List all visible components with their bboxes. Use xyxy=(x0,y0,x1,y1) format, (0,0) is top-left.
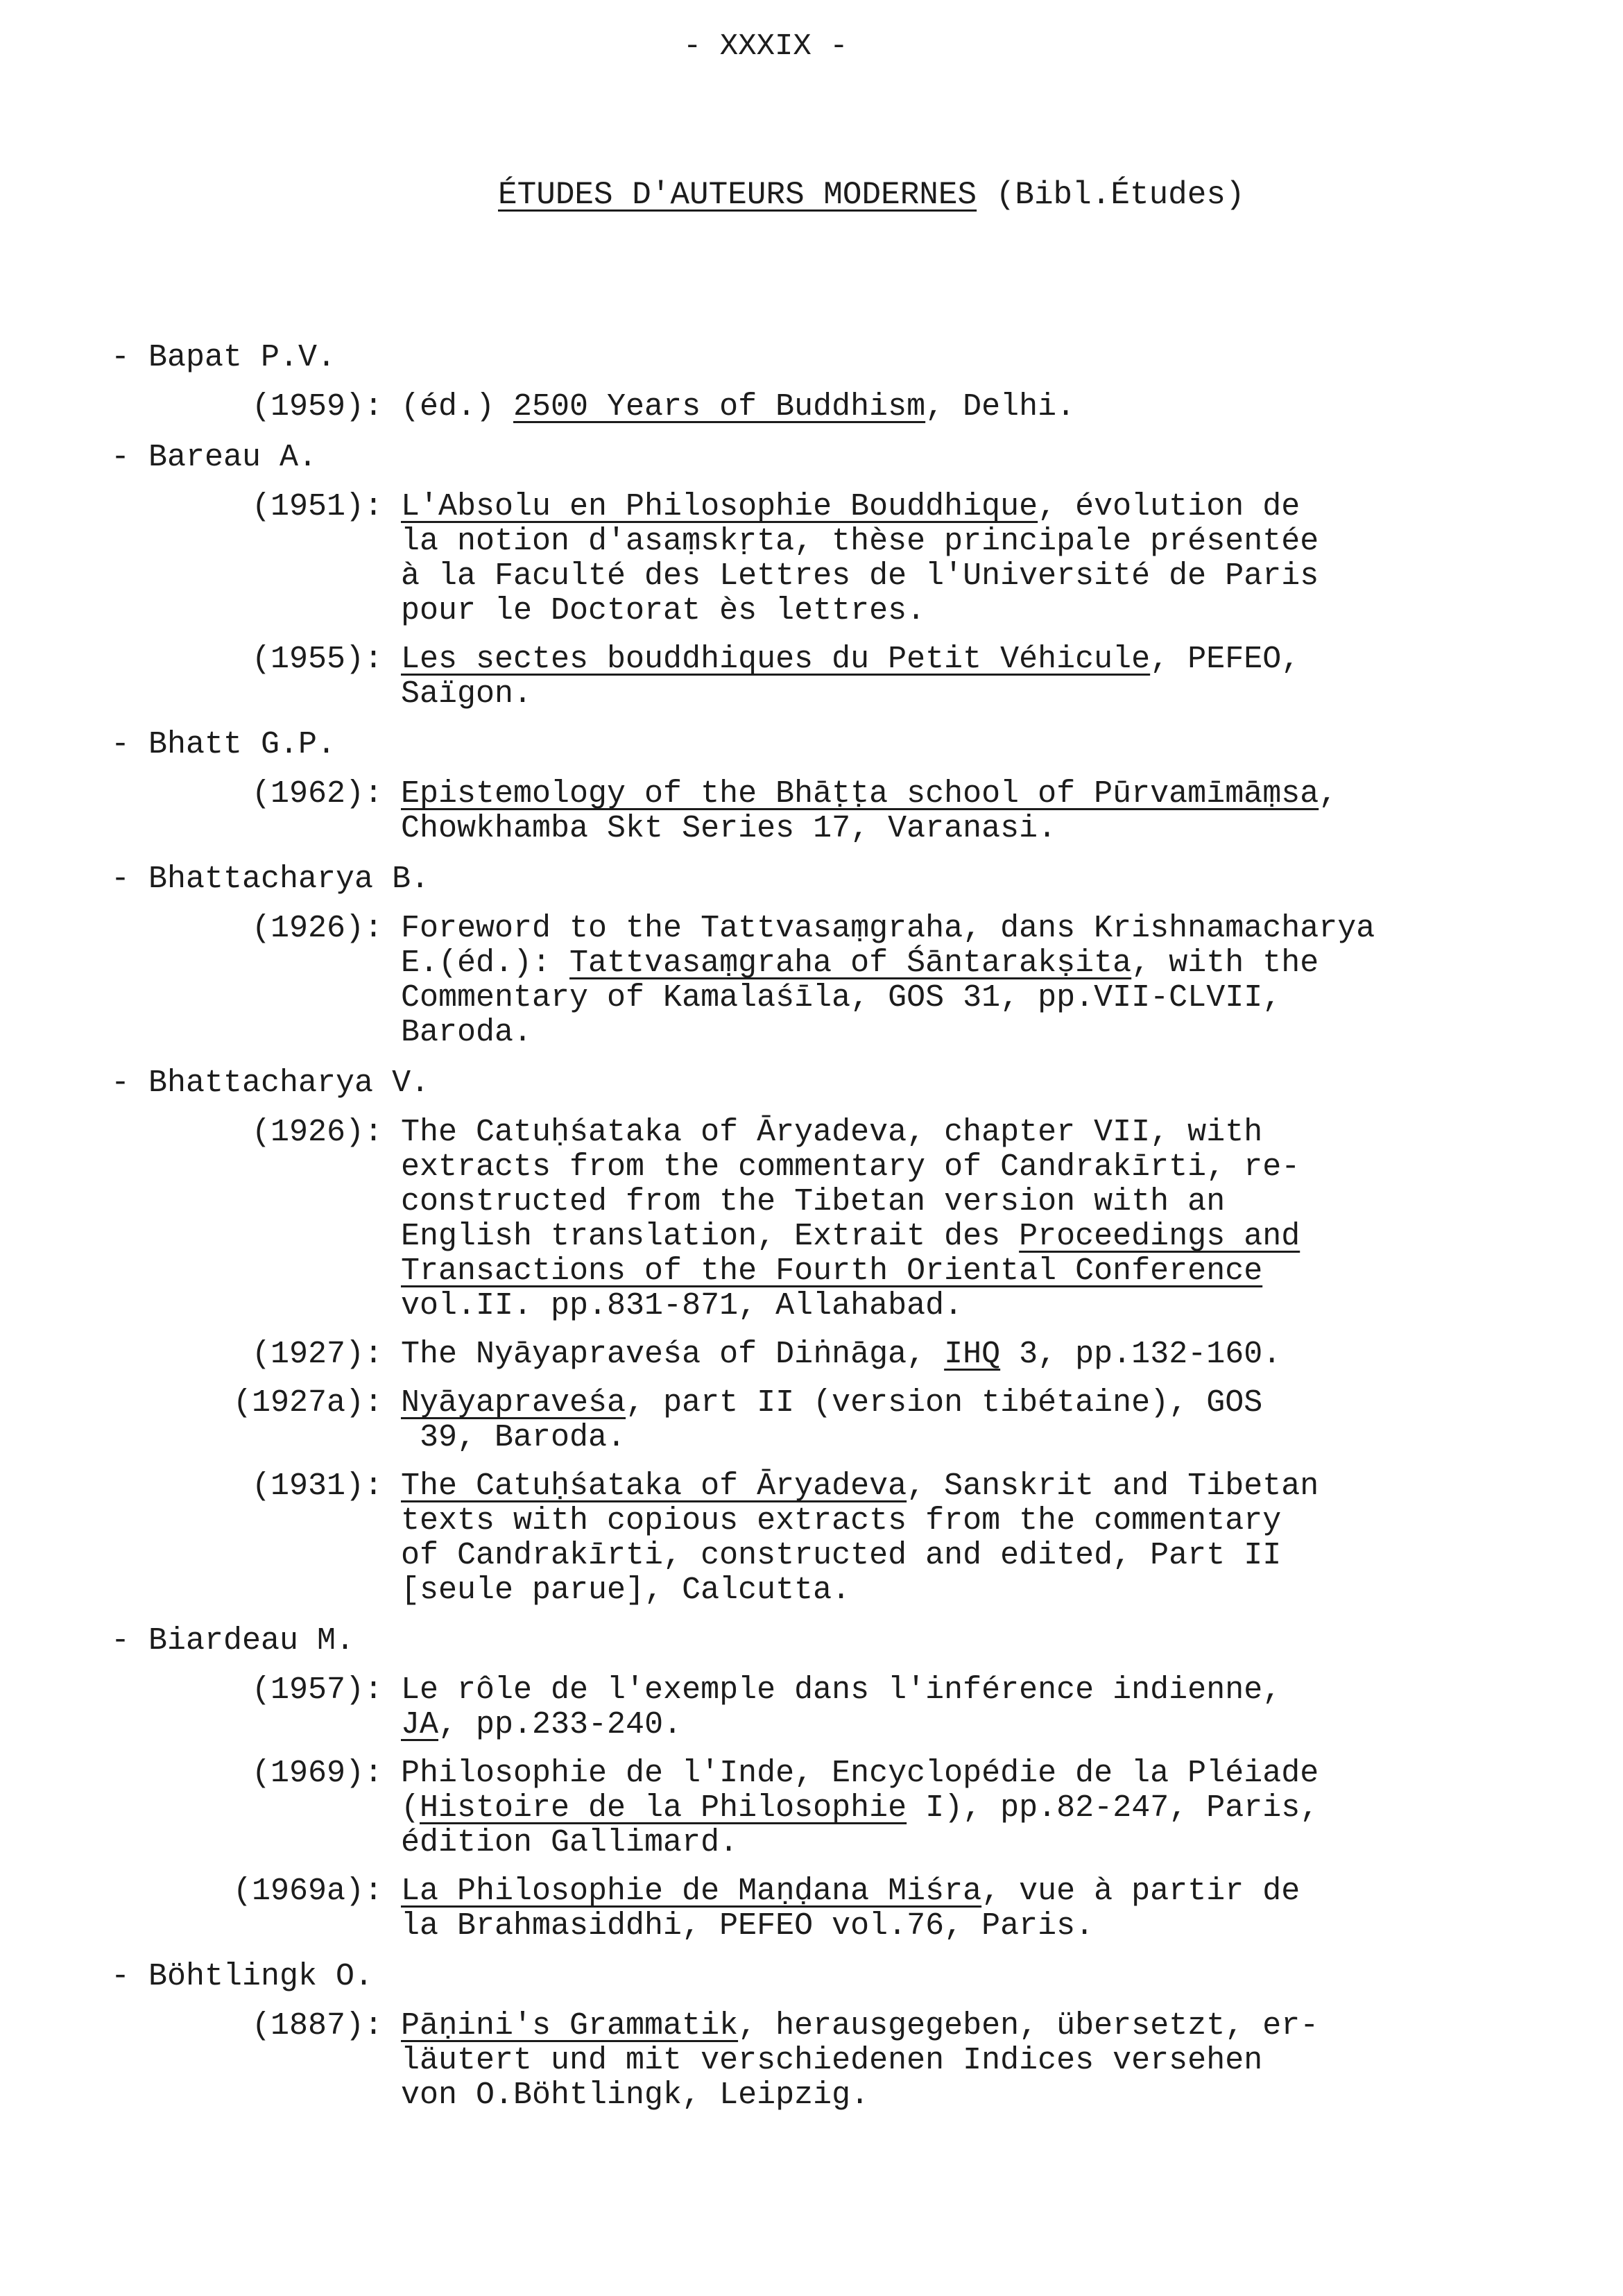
reference-line xyxy=(401,1185,1526,1219)
bibliography-item xyxy=(111,490,1526,628)
reference-segment: 39, Baroda. xyxy=(401,1420,626,1455)
reference-line xyxy=(401,642,1526,677)
reference-text xyxy=(401,1386,1526,1455)
publication-year: (1927): xyxy=(251,1337,383,1372)
bibliography-item xyxy=(111,1673,1526,1742)
reference-segment: Le rôle de l'exemple dans l'inférence indienne, xyxy=(401,1672,1282,1708)
reference-segment: läutert und mit verschiedenen Indices versehen xyxy=(401,2043,1263,2078)
reference-text xyxy=(401,777,1526,846)
bibliography-item xyxy=(111,1337,1526,1372)
reference-segment: édition Gallimard. xyxy=(401,1825,739,1860)
bibliography-item xyxy=(111,1469,1526,1608)
publication-year: (1951): xyxy=(251,489,383,524)
reference-segment: , Sanskrit and Tibetan xyxy=(907,1468,1319,1504)
underlined-title: Pāṇini's Grammatik xyxy=(401,2008,739,2044)
reference-segment: texts with copious extracts from the commentary xyxy=(401,1503,1282,1539)
reference-line xyxy=(401,1016,1526,1050)
underlined-title: L'Absolu en Philosophie Bouddhique xyxy=(401,489,1038,524)
reference-line xyxy=(401,911,1526,946)
reference-segment: The Catuḥśataka of Āryadeva, chapter VII, with xyxy=(401,1115,1263,1150)
reference-text xyxy=(401,490,1526,628)
reference-line xyxy=(401,559,1526,594)
reference-line xyxy=(401,1673,1526,1708)
bibliography-item xyxy=(111,1874,1526,1944)
reference-segment: , vue à partir de xyxy=(981,1874,1300,1909)
bibliography-item xyxy=(111,2009,1526,2113)
page-number: - XXXIX - xyxy=(683,29,848,64)
reference-segment: , herausgegeben, übersetzt, er- xyxy=(738,2008,1319,2044)
reference-line xyxy=(401,1573,1526,1608)
author-name: - Bhattacharya B. xyxy=(111,862,430,897)
reference-text xyxy=(401,1469,1526,1608)
underlined-title: The Catuḥśataka of Āryadeva xyxy=(401,1468,907,1504)
reference-segment: Chowkhamba Skt Series 17, Varanasi. xyxy=(401,811,1057,846)
reference-segment: , Delhi. xyxy=(925,389,1076,425)
reference-line xyxy=(401,1756,1526,1791)
heading-suffix: (Bibl.Études) xyxy=(977,177,1245,213)
author-name: - Bhatt G.P. xyxy=(111,727,336,762)
reference-text xyxy=(401,1115,1526,1323)
reference-segment: E.(éd.): xyxy=(401,945,570,981)
reference-line xyxy=(401,1337,1526,1372)
underlined-title: IHQ xyxy=(944,1337,1001,1372)
reference-segment: à la Faculté des Lettres de l'Université de Paris xyxy=(401,558,1319,594)
reference-text xyxy=(401,911,1526,1050)
reference-line xyxy=(401,490,1526,524)
underlined-title: 2500 Years of Buddhism xyxy=(513,389,926,425)
reference-line xyxy=(401,2009,1526,2044)
reference-line xyxy=(401,1421,1526,1455)
reference-segment: von O.Böhtlingk, Leipzig. xyxy=(401,2077,870,2113)
reference-segment: Philosophie de l'Inde, Encyclopédie de la Pléiade xyxy=(401,1756,1319,1791)
publication-year: (1926): xyxy=(251,1115,383,1150)
bibliography-item xyxy=(111,1115,1526,1323)
underlined-title: Tattvasaṃgraha of Śāntarakṣita xyxy=(569,945,1132,981)
reference-segment: , pp.233-240. xyxy=(438,1707,682,1742)
underlined-title: Nyāyapraveśa xyxy=(401,1385,626,1421)
reference-segment: constructed from the Tibetan version with an xyxy=(401,1184,1226,1219)
reference-line xyxy=(401,1539,1526,1573)
reference-segment: Commentary of Kamalaśīla, GOS 31, pp.VII-CLVII, xyxy=(401,980,1282,1016)
reference-segment: Saïgon. xyxy=(401,676,533,712)
reference-segment: , xyxy=(1319,776,1338,812)
reference-segment: 3, pp.132-160. xyxy=(1000,1337,1282,1372)
reference-line xyxy=(401,1504,1526,1539)
author-name: - Bhattacharya V. xyxy=(111,1065,430,1101)
heading-main: ÉTUDES D'AUTEURS MODERNES xyxy=(498,177,977,213)
reference-segment: Baroda. xyxy=(401,1015,533,1050)
publication-year: (1959): xyxy=(251,389,383,425)
reference-line xyxy=(401,2078,1526,2113)
bibliography-item xyxy=(111,390,1526,425)
reference-line xyxy=(401,1791,1526,1826)
underlined-title: Epistemology of the Bhāṭṭa school of Pūrvamīmāṃsa xyxy=(401,776,1319,812)
underlined-title: La Philosophie de Maṇḍana Miśra xyxy=(401,1874,982,1909)
reference-line xyxy=(401,777,1526,812)
reference-line xyxy=(401,1874,1526,1909)
reference-segment: vol.II. pp.831-871, Allahabad. xyxy=(401,1288,963,1323)
reference-segment: of Candrakīrti, constructed and edited, Part II xyxy=(401,1538,1282,1573)
underlined-title: Histoire de la Philosophie xyxy=(420,1790,907,1826)
publication-year: (1887): xyxy=(251,2008,383,2044)
reference-segment: English translation, Extrait des xyxy=(401,1219,1020,1254)
bibliography-item xyxy=(111,1756,1526,1860)
underlined-title: Proceedings and xyxy=(1019,1219,1300,1254)
reference-segment: I), pp.82-247, Paris, xyxy=(907,1790,1319,1826)
reference-text xyxy=(401,642,1526,712)
reference-text xyxy=(401,2009,1526,2113)
reference-line xyxy=(401,981,1526,1016)
underlined-title: JA xyxy=(401,1707,439,1742)
reference-segment: The Nyāyapraveśa of Diṅnāga, xyxy=(401,1337,945,1372)
underlined-title: Transactions of the Fourth Oriental Conference xyxy=(401,1253,1263,1289)
reference-line xyxy=(401,1708,1526,1742)
reference-segment: ( xyxy=(401,1790,420,1826)
reference-text xyxy=(401,1673,1526,1742)
publication-year: (1926): xyxy=(251,911,383,946)
bibliography-item xyxy=(111,911,1526,1050)
underlined-title: Les sectes bouddhiques du Petit Véhicule xyxy=(401,642,1151,677)
reference-line xyxy=(401,1150,1526,1185)
reference-segment: , part II (version tibétaine), GOS xyxy=(626,1385,1263,1421)
reference-line xyxy=(401,1386,1526,1421)
reference-line xyxy=(401,1115,1526,1150)
reference-segment: Foreword to the Tattvasaṃgraha, dans Krishnamacharya xyxy=(401,911,1375,946)
publication-year: (1931): xyxy=(251,1468,383,1504)
reference-segment: (éd.) xyxy=(401,389,514,425)
publication-year: (1969a): xyxy=(232,1874,383,1909)
author-name: - Biardeau M. xyxy=(111,1623,355,1659)
reference-line xyxy=(401,1909,1526,1944)
reference-line xyxy=(401,1254,1526,1289)
reference-segment: la notion d'asaṃskṛta, thèse principale présentée xyxy=(401,524,1319,559)
reference-segment: [seule parue], Calcutta. xyxy=(401,1573,851,1608)
reference-segment: la Brahmasiddhi, PEFEO vol.76, Paris. xyxy=(401,1908,1094,1944)
publication-year: (1955): xyxy=(251,642,383,677)
bibliography-item xyxy=(111,1386,1526,1455)
reference-line xyxy=(401,1469,1526,1504)
reference-text xyxy=(401,390,1526,425)
reference-text xyxy=(401,1337,1526,1372)
reference-line xyxy=(401,594,1526,628)
reference-line xyxy=(401,1826,1526,1860)
publication-year: (1957): xyxy=(251,1672,383,1708)
reference-segment: , évolution de xyxy=(1038,489,1300,524)
reference-line xyxy=(401,524,1526,559)
author-name: - Bareau A. xyxy=(111,440,318,475)
author-name: - Bapat P.V. xyxy=(111,340,336,375)
reference-segment: , PEFEO, xyxy=(1150,642,1300,677)
bibliography-item xyxy=(111,642,1526,712)
reference-line xyxy=(401,2044,1526,2078)
reference-segment: extracts from the commentary of Candrakīrti, re- xyxy=(401,1149,1300,1185)
publication-year: (1969): xyxy=(251,1756,383,1791)
reference-line xyxy=(401,390,1526,425)
reference-line xyxy=(401,812,1526,846)
reference-line xyxy=(401,1219,1526,1254)
bibliography-list xyxy=(111,340,1526,2113)
bibliography-item xyxy=(111,777,1526,846)
reference-line xyxy=(401,1289,1526,1323)
reference-segment: pour le Doctorat ès lettres. xyxy=(401,593,926,628)
reference-line xyxy=(401,677,1526,712)
reference-text xyxy=(401,1756,1526,1860)
reference-line xyxy=(401,946,1526,981)
reference-segment: , with the xyxy=(1131,945,1319,981)
publication-year: (1927a): xyxy=(232,1385,383,1421)
page-heading xyxy=(498,177,1245,213)
author-name: - Böhtlingk O. xyxy=(111,1959,374,1994)
reference-text xyxy=(401,1874,1526,1944)
publication-year: (1962): xyxy=(251,776,383,812)
